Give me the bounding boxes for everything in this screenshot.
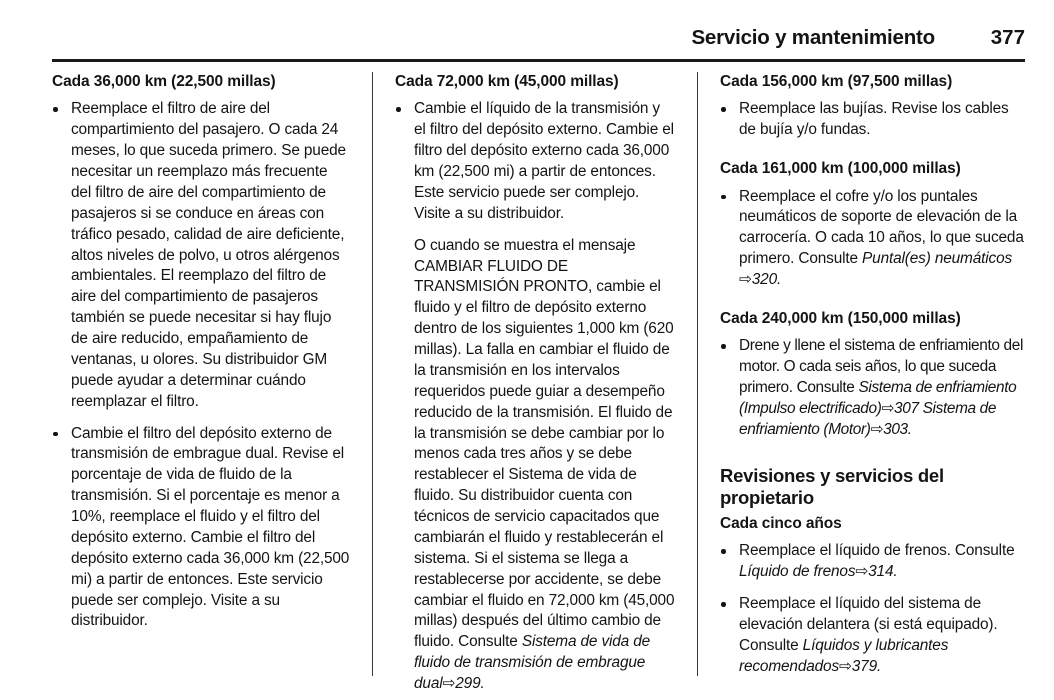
- cross-reference-page: 299.: [455, 675, 485, 692]
- paragraph-body: Reemplace el líquido de frenos. Consulte: [739, 542, 1015, 560]
- list-item: [720, 99, 1025, 141]
- column-3: [697, 72, 1025, 676]
- list-item-text: [739, 541, 1025, 583]
- bullet-list: [720, 187, 1025, 291]
- cross-reference-arrow-icon-2: ⇨: [870, 420, 884, 438]
- column-container: [52, 72, 1025, 692]
- list-item: [720, 336, 1025, 440]
- list-item: [52, 99, 350, 412]
- cross-reference-page-2: 303.: [883, 420, 912, 438]
- section-heading: Cada cinco años: [720, 515, 842, 532]
- list-item: [720, 541, 1025, 583]
- paragraph-body: Drene y llene el sistema de enfriamiento del motor. O cada seis años, lo que suceda primero. Consulte: [739, 337, 1024, 396]
- paragraph-body: Reemplace el líquido del sistema de elevación delantera (si está equipado). Consulte: [739, 595, 998, 654]
- cross-reference-title-2: Sistema de enfriamiento (Motor): [739, 399, 997, 438]
- column-1: [52, 72, 372, 676]
- cross-reference-arrow-icon: ⇨: [881, 399, 895, 417]
- list-item-text: Cambie el líquido de la transmisión y el filtro del depósito externo. Cambie el filtro del depósito externo cada 36,000 km (22,500 mi) a partir de entonces. Este servicio puede ser complejo. Visite a su distribuidor.: [414, 100, 674, 222]
- bullet-list: [52, 99, 350, 632]
- cross-reference-title: Sistema de vida de fluido de transmisión de embrague dual: [414, 633, 651, 692]
- paragraph-body: Reemplace el cofre y/o los puntales neumáticos de soporte de elevación de la carrocería. O cada 10 años, lo que suceda primero. Consulte: [739, 187, 1024, 268]
- bullet-list: [720, 541, 1025, 677]
- cross-reference-arrow-icon: ⇨: [739, 271, 752, 288]
- column-2: [372, 72, 697, 692]
- header-rule: [52, 59, 1025, 62]
- cross-reference-title: Sistema de enfriamiento (Impulso electrificado): [739, 379, 1017, 417]
- list-item: [720, 187, 1025, 291]
- list-item-text: [739, 594, 1025, 678]
- cross-reference-page: 320.: [751, 271, 782, 288]
- section-heading: Cada 161,000 km (100,000 millas): [720, 160, 961, 178]
- cross-reference-arrow-icon: ⇨: [839, 657, 852, 675]
- cross-reference-title: Líquidos y lubricantes recomendados: [739, 636, 949, 675]
- list-item: [395, 99, 675, 695]
- cross-reference-arrow-icon: ⇨: [442, 675, 456, 692]
- bullet-list: [720, 336, 1025, 440]
- list-item-text: Reemplace las bujías. Revise los cables de bujía y/o fundas.: [739, 100, 1009, 139]
- cross-reference-title: Líquido de frenos: [739, 563, 856, 581]
- section-heading: Cada 240,000 km (150,000 millas): [720, 309, 961, 327]
- running-header: [52, 26, 1025, 50]
- list-item-text: [739, 187, 1025, 291]
- cross-reference-page: 307: [894, 399, 923, 417]
- list-item-text: [739, 336, 1025, 440]
- section-heading: Cada 156,000 km (97,500 millas): [720, 73, 953, 90]
- list-item-text: Cambie el filtro del depósito externo de transmisión de embrague dual. Revise el porcentaje de vida de fluido de la transmisión. Si el porcentaje es menor a 10%, reemplace el fluido y el filtro del depósito externo. Cambie el filtro del depósito externo cada 36,000 km (22,500 mi) a partir de entonces. Este servicio puede ser complejo. Visite a su distribuidor.: [71, 424, 350, 630]
- list-item: [720, 594, 1025, 678]
- cross-reference-page: 314.: [868, 563, 898, 581]
- section-heading: Cada 72,000 km (45,000 millas): [395, 73, 619, 90]
- cross-reference-page: 379.: [851, 657, 882, 675]
- list-item: [52, 424, 350, 633]
- list-item-text: Reemplace el filtro de aire del compartimiento del pasajero. O cada 24 meses, lo que suceda primero. Se puede necesitar un reemplazo más frecuente del filtro de aire del compartimiento de pasajeros si se conduce en áreas con tráfico pesado, calidad de aire deficiente, altos niveles de polvo, u otros alérgenos ambientales. El reemplazo del filtro de aire del compartimiento de pasajeros también se puede necesitar si hay flujo de aire reducido, empañamiento de ventanas, u olores. Su distribuidor GM puede ayudar a determinar cuándo reemplazar el filtro.: [71, 100, 346, 410]
- page-number: 377: [990, 26, 1025, 49]
- group-heading: Revisiones y servicios del propietario: [720, 464, 944, 508]
- bullet-list: [720, 99, 1025, 141]
- cross-reference-title: Puntal(es) neumáticos: [862, 250, 1013, 268]
- list-item-text-continued: [414, 236, 675, 695]
- paragraph-body: O cuando se muestra el mensaje CAMBIAR FLUIDO DE TRANSMISIÓN PRONTO, cambie el fluido y el filtro de depósito externo dentro de los siguientes 1,000 km (620 millas). La falla en cambiar el fluido de la transmisión en los intervalos requeridos puede guiar a desempeño reducido de la transmisión. El fluido de la transmisión se debe cambiar por lo menos cada tres años y se debe restablecer el Sistema de vida de fluido. Su distribuidor cuenta con técnicos de servicio capacitados que cambiarán el fluido y restablecerán el sistema. Si el sistema se llega a restablecerse por accidente, se debe cambiar el fluido en 72,000 km (45,000 millas) después del último cambio de fluido. Consulte: [414, 236, 675, 651]
- cross-reference-arrow-icon: ⇨: [855, 563, 869, 581]
- bullet-list: [395, 99, 675, 695]
- page-title: Servicio y mantenimiento: [691, 26, 935, 49]
- section-heading: Cada 36,000 km (22,500 millas): [52, 73, 276, 90]
